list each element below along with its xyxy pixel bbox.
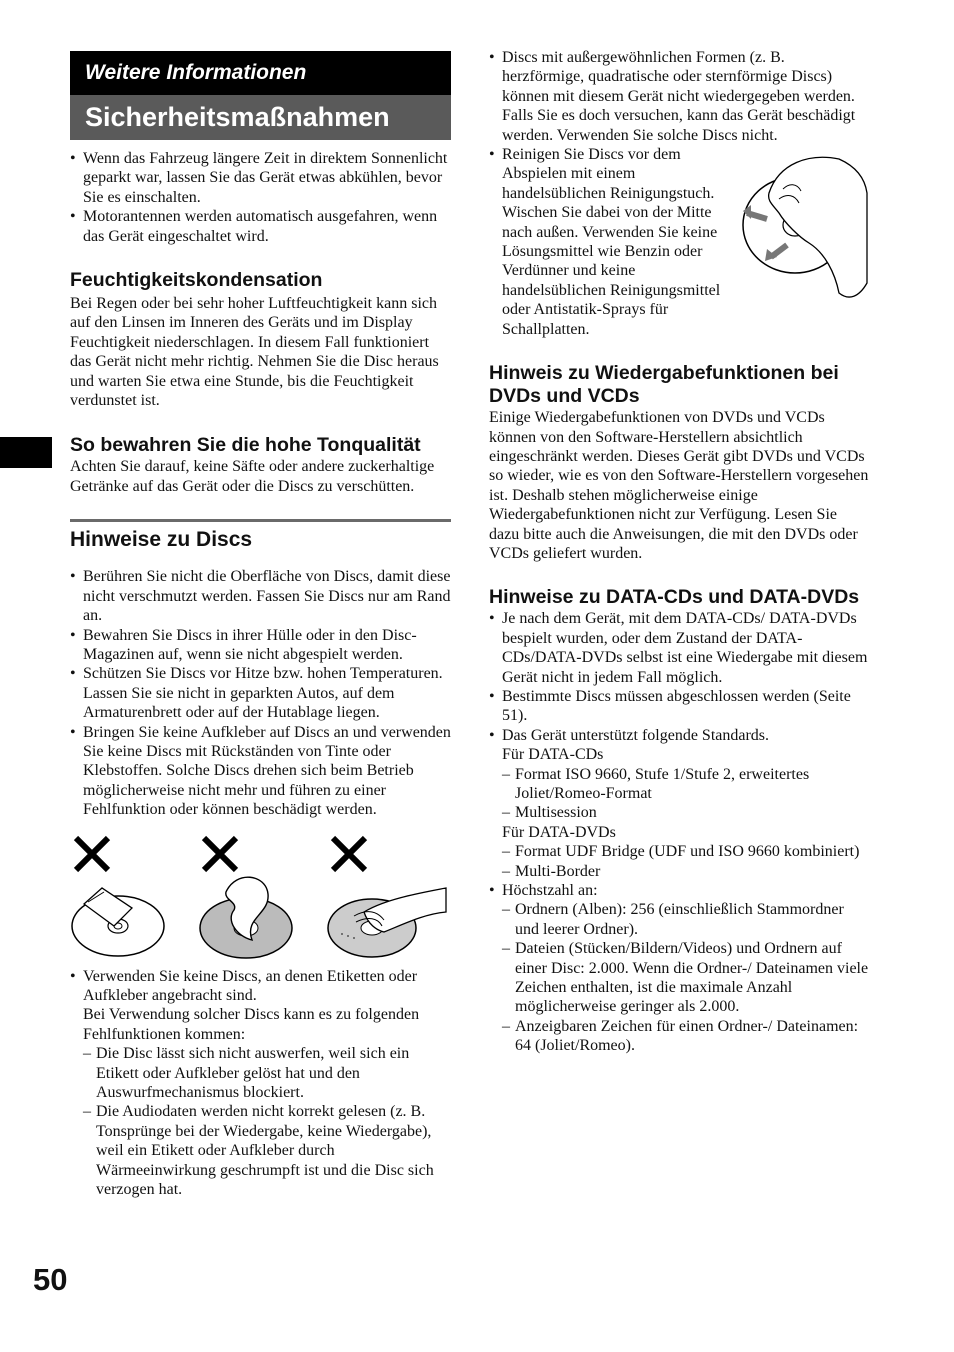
intro-list	[70, 149, 451, 246]
cleaning-disc-illustration	[739, 153, 869, 303]
page-title: Sicherheitsmaßnahmen	[70, 95, 451, 140]
data-list	[489, 609, 869, 1055]
dvd-label: Für DATA-DVDs	[502, 823, 616, 841]
labels-sub-text: Bei Verwendung solcher Discs kann es zu folgenden Fehlfunktionen kommen:	[83, 1006, 420, 1043]
standards-text: Das Gerät unterstützt folgende Standards.	[502, 726, 770, 744]
cd-label: Für DATA-CDs	[502, 746, 604, 764]
list-item: – Die Audiodaten werden nicht korrekt gelesen (z. B. Tonsprünge bei der Wiedergabe, keine Wiedergabe), weil ein Etikett oder Aufkleber durch Wärmeeinwirkung geschrumpft ist und die Disc sich verzogen hat.	[83, 1102, 451, 1199]
disc-care-list	[489, 48, 869, 339]
list-item: • Motorantennen werden automatisch ausgefahren, wenn das Gerät eingeschaltet wird.	[70, 207, 451, 246]
section-tab-marker	[0, 437, 52, 468]
list-item	[70, 967, 451, 1200]
cross-icon	[329, 834, 369, 874]
list-item: • Berühren Sie nicht die Oberfläche von Discs, damit diese nicht verschmutzt werden. Fassen Sie Discs nur am Rand an.	[70, 567, 451, 625]
disc-with-label-icon	[70, 876, 170, 958]
cross-icon	[72, 834, 112, 874]
list-item	[489, 726, 869, 881]
discs-list	[70, 567, 451, 819]
list-item: • Bringen Sie keine Aufkleber auf Discs an und verwenden Sie keine Discs mit Rückständen von Tinte oder Klebstoffen. Solche Discs drehen sich beim Betrieb möglicherweise nicht mehr und führen zu einer Fehlfunktion oder können beschädigt werden.	[70, 723, 451, 820]
labels-bullet-text: Verwenden Sie keine Discs, an denen Etiketten oder Aufkleber angebracht sind.	[83, 967, 418, 1004]
list-item: • Bestimmte Discs müssen abgeschlossen werden (Seite 51).	[489, 687, 869, 726]
list-item: – Multi-Border	[502, 862, 869, 881]
list-item: – Format UDF Bridge (UDF und ISO 9660 kombiniert)	[502, 842, 869, 861]
warped-disc-icon	[196, 870, 296, 960]
page-number: 50	[33, 1262, 68, 1297]
condensation-heading: Feuchtigkeitskondensation	[70, 269, 323, 292]
disc-touch-hand-icon	[324, 872, 450, 962]
dvd-list	[502, 842, 869, 881]
labels-dash-list	[83, 1044, 451, 1199]
max-text: Höchstzahl an:	[502, 882, 598, 900]
data-heading: Hinweise zu DATA-CDs und DATA-DVDs	[489, 586, 860, 609]
list-item: – Dateien (Stücken/Bildern/Videos) und Ordnern auf einer Disc: 2.000. Wenn die Ordner-/ Dateinamen viele Zeichen enthalten, ist die maximale Anzahl möglicherweise geringer als 2.000.	[502, 939, 869, 1017]
cd-list	[502, 765, 869, 823]
list-item: – Format ISO 9660, Stufe 1/Stufe 2, erweitertes Joliet/Romeo-Format	[502, 765, 869, 804]
labels-list	[70, 967, 451, 1200]
discs-heading: Hinweise zu Discs	[70, 528, 253, 552]
list-item: • Wenn das Fahrzeug längere Zeit in direktem Sonnenlicht geparkt war, lassen Sie das Gerät etwas abkühlen, bevor Sie es einschalten.	[70, 149, 451, 207]
list-item: • Bewahren Sie Discs in ihrer Hülle oder in den Disc-Magazinen auf, wenn sie nicht abgespielt werden.	[70, 626, 451, 665]
section-header: Weitere Informationen	[70, 51, 451, 95]
list-item: – Multisession	[502, 803, 869, 822]
section-divider	[70, 519, 451, 522]
cleaning-text: • Reinigen Sie Discs vor dem Abspielen mit einem handelsüblichen Reinigungstuch. Wischen Sie dabei von der Mitte nach außen. Verwenden Sie keine Lösungsmittel wie Benzin oder Verdünner und keine handelsüblichen Reinigungsmittel oder Antistatik-Sprays für Schallplatten.	[502, 146, 721, 338]
list-item: • Schützen Sie Discs vor Hitze bzw. hohen Temperaturen. Lassen Sie sie nicht in geparkten Autos, auf dem Armaturenbrett oder auf der Hutablage liegen.	[70, 664, 451, 722]
max-list	[502, 900, 869, 1055]
list-item: • Je nach dem Gerät, mit dem DATA-CDs/ DATA-DVDs bespielt wurden, oder dem Zustand der DATA-CDs/DATA-DVDs selbst ist eine Wiedergabe mit diesem Gerät nicht in jedem Fall möglich.	[489, 609, 869, 687]
sound-heading: So bewahren Sie die hohe Tonqualität	[70, 434, 421, 457]
list-item: – Ordnern (Alben): 256 (einschließlich Stammordner und leerer Ordner).	[502, 900, 869, 939]
playback-heading: Hinweis zu Wiedergabefunktionen bei DVDs und VCDs	[489, 362, 839, 408]
disc-warning-illustrations	[70, 832, 451, 967]
playback-text: Einige Wiedergabefunktionen von DVDs und VCDs können von den Software-Herstellern absichtlich eingeschränkt werden. Dieses Gerät gibt DVDs und VCDs so wieder, wie es von den Software-Herstellern vorgesehen ist. Deshalb stehen möglicherweise einige Wiedergabefunktionen nicht zur Verfügung. Lesen Sie dazu bitte auch die Anweisungen, die mit den DVDs oder VCDs geliefert wurden.	[489, 409, 869, 562]
right-column	[489, 48, 869, 1056]
list-item: – Anzeigbaren Zeichen für einen Ordner-/ Dateinamen: 64 (Joliet/Romeo).	[502, 1017, 869, 1056]
sound-text: Achten Sie darauf, keine Säfte oder andere zuckerhaltige Getränke auf das Gerät oder die Discs zu verschütten.	[70, 458, 435, 495]
left-column	[70, 48, 451, 1199]
list-item: – Die Disc lässt sich nicht auswerfen, weil sich ein Etikett oder Aufkleber gelöst hat und den Auswurfmechanismus blockiert.	[83, 1044, 451, 1102]
list-item: • Discs mit außergewöhnlichen Formen (z. B. herzförmige, quadratische oder sternförmige Discs) können mit diesem Gerät nicht wiedergegeben werden. Falls Sie es doch versuchen, kann das Gerät beschädigt werden. Verwenden Sie solche Discs nicht.	[489, 48, 869, 145]
list-item	[489, 881, 869, 1056]
cross-icon	[200, 834, 240, 874]
list-item	[489, 145, 869, 339]
condensation-text: Bei Regen oder bei sehr hoher Luftfeuchtigkeit kann sich auf den Linsen im Inneren des Geräts und im Display Feuchtigkeit niederschlagen. In diesem Fall funktioniert das Gerät nicht mehr richtig. Nehmen Sie die Disc heraus und warten Sie etwa eine Stunde, bis die Feuchtigkeit verdunstet ist.	[70, 295, 439, 410]
